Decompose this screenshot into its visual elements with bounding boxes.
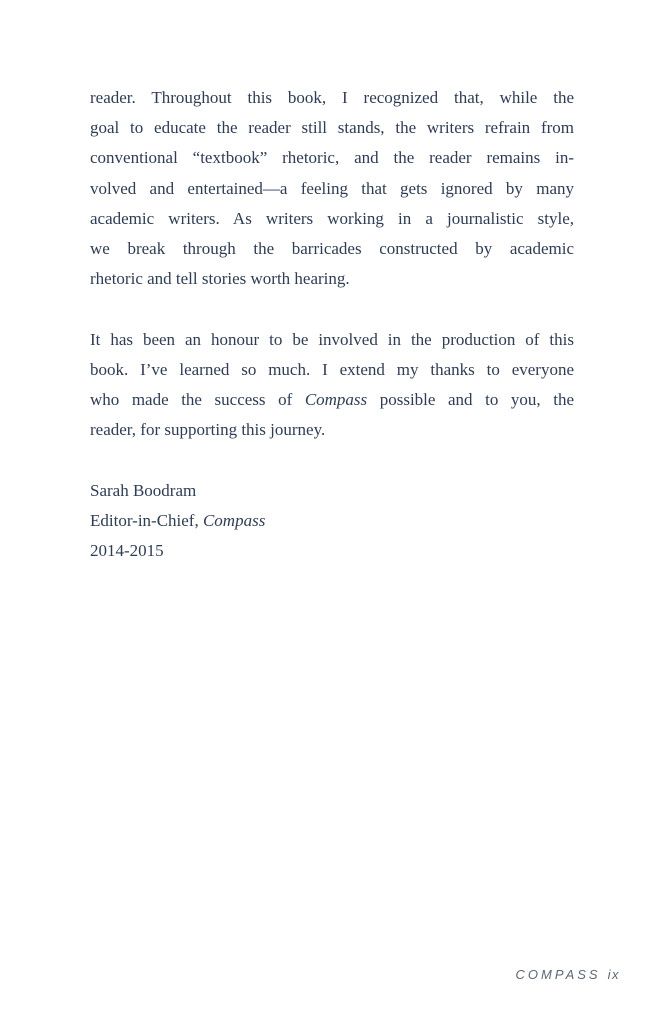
text-segment: possible and to you, the [367,390,574,410]
page-footer [516,967,620,982]
paragraph-gap [90,445,574,475]
signature-block [90,476,574,567]
paragraph-2 [90,325,574,446]
signature-years: 2014-2015 [90,541,164,561]
text-segment: who made the success of [90,390,305,410]
text-line: book. I’ve learned so much. I extend my thanks to everyone [90,359,574,379]
footer-book-title: COMPASS [515,967,601,982]
paragraph-gap [90,294,574,324]
text-line: goal to educate the reader still stands, the writers refrain from [90,118,574,138]
paragraph-1 [90,83,574,294]
text-line: academic writers. As writers working in a journalistic style, [90,208,574,228]
footer-page-number: ix [607,967,620,982]
text-line: rhetoric and tell stories worth hearing. [90,269,350,289]
signature-title [90,506,574,536]
text-segment: Editor-in-Chief, [90,510,203,530]
text-line: conventional “textbook” rhetoric, and the reader remains in- [90,148,574,168]
book-title-italic: Compass [304,390,368,410]
text-line: volved and entertained—a feeling that gets ignored by many [90,178,574,198]
text-line: reader. Throughout this book, I recognized that, while the [90,88,574,107]
book-title-italic: Compass [202,510,266,530]
text-line: reader, for supporting this journey. [90,420,326,440]
text-line: It has been an honour to be involved in the production of this [90,329,574,349]
text-line: we break through the barricades constructed by academic [90,239,574,259]
text-line [90,385,574,415]
signature-name: Sarah Boodram [90,480,197,500]
page-text-block [90,83,574,566]
